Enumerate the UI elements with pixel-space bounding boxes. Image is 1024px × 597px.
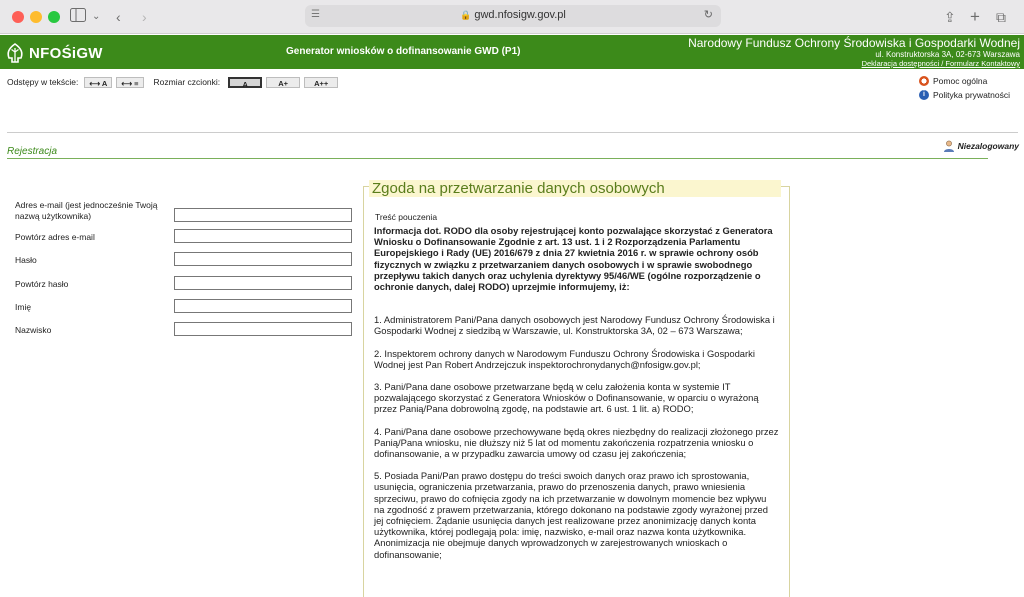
organization-address: ul. Konstruktorska 3A, 02-673 Warszawa <box>875 50 1020 59</box>
section-divider <box>7 158 988 159</box>
accessibility-toolbar <box>7 75 338 89</box>
contact-form-link[interactable]: Formularz Kontaktowy <box>945 59 1020 68</box>
privacy-policy-label: Polityka prywatności <box>933 90 1011 100</box>
font-size-label: Rozmiar czcionki: <box>153 77 221 87</box>
site-header <box>0 35 1024 69</box>
password-row <box>15 252 355 268</box>
general-help-link[interactable] <box>919 74 1010 88</box>
divider <box>7 132 1018 133</box>
password-repeat-label: Powtórz hasło <box>15 279 69 289</box>
user-status <box>943 140 1019 152</box>
logo-text: NFOŚiGW <box>29 44 103 62</box>
consent-subtitle: Treść pouczenia <box>375 212 438 222</box>
user-status-label: Niezalogowany <box>957 141 1019 151</box>
info-icon: i <box>919 90 929 100</box>
share-icon[interactable]: ⇪ <box>944 9 956 25</box>
font-size-normal-button[interactable]: A <box>228 77 262 88</box>
back-arrow-icon[interactable]: ‹ <box>116 9 121 25</box>
last-name-label: Nazwisko <box>15 325 52 335</box>
first-name-row <box>15 299 355 315</box>
consent-paragraph-2: 2. Inspektorem ochrony danych w Narodowym Funduszu Ochrony Środowiska i Gospodarki Wodnej jest Pan Robert Andrzejczuk inspektorochronydanych@nfosigw.gov.pl; <box>374 347 755 370</box>
tree-logo-icon <box>4 42 26 64</box>
consent-paragraph-1: 1. Administratorem Pani/Pana danych osobowych jest Narodowy Fundusz Ochrony Środowiska i Gospodarki Wodnej z siedzibą w Warszawie, ul. Konstruktorska 3A, 02 – 673 Warszawa; <box>374 314 775 337</box>
first-name-field[interactable] <box>174 299 352 313</box>
lifebuoy-icon <box>919 76 929 86</box>
email-label: Adres e-mail (jest jednocześnie Twoją nazwą użytkownika) <box>15 200 158 221</box>
email-field[interactable] <box>174 208 352 222</box>
consent-paragraph-5: 5. Posiada Pani/Pan prawo dostępu do treści swoich danych oraz prawo ich sprostowania, usunięcia, ograniczenia przetwarzania, prawo do przenoszenia danych, prawo wniesienia sprzeciwu, prawo do cofnięcia zgody na ich przetwarzanie w dowolnym momencie bez wpływu na zgodność z prawem przetwarzania, którego dokonano na podstawie zgody wyrażonej przed jej cofnięciem. Żądanie usunięcia danych jest realizowane przez anonimizację danych konta użytkownika, której podlegają pola: imię, nazwisko, e-mail oraz nazwa konta użytkownika. Anonimizacja nie obejmuje danych wprowadzonych w zarejestrowanych wnioskach o dofinansowanie; <box>374 470 768 560</box>
link-separator: / <box>939 59 946 68</box>
minimize-window-button[interactable] <box>30 11 42 23</box>
email-repeat-field[interactable] <box>174 229 352 243</box>
spacing-label: Odstępy w tekście: <box>7 77 79 87</box>
last-name-row <box>15 322 355 338</box>
tab-overview-icon[interactable]: ⧉ <box>996 9 1006 25</box>
email-repeat-label: Powtórz adres e-mail <box>15 232 95 242</box>
password-field[interactable] <box>174 252 352 266</box>
consent-paragraph-4: 4. Pani/Pana dane osobowe przechowywane będą okres niezbędny do realizacji złożonego przez Panią/Pana wniosku, nie dłuższy niż 5 lat od momentu zakończenia rozpatrzenia wniosku o dofinansowanie, a w przypadku zawarcia umowy od czasu jej zakończenia; <box>374 425 779 460</box>
email-repeat-row <box>15 229 355 245</box>
help-links <box>919 74 1010 102</box>
accessibility-link[interactable]: Deklaracja dostępności <box>861 59 940 68</box>
generator-title: Generator wniosków o dofinansowanie GWD (P1) <box>286 46 521 57</box>
lock-icon: 🔒 <box>460 10 472 20</box>
new-tab-icon[interactable]: + <box>970 7 980 26</box>
nfosigw-logo[interactable] <box>4 40 103 66</box>
section-title: Rejestracja <box>7 146 58 157</box>
privacy-policy-link[interactable] <box>919 88 1010 102</box>
password-repeat-row <box>15 276 355 292</box>
forward-arrow-icon[interactable]: › <box>142 9 147 25</box>
email-row <box>15 200 355 224</box>
font-size-large-button[interactable]: A+ <box>266 77 300 88</box>
sidebar-toggle-icon[interactable] <box>70 7 86 27</box>
chevron-down-icon[interactable]: ⌄ <box>92 11 101 22</box>
user-icon <box>943 140 955 152</box>
url-text: gwd.nfosigw.gov.pl <box>474 9 566 21</box>
password-label: Hasło <box>15 255 37 265</box>
close-window-button[interactable] <box>12 11 24 23</box>
zoom-window-button[interactable] <box>48 11 60 23</box>
browser-toolbar <box>0 0 1024 34</box>
site-settings-icon[interactable]: ☰ <box>311 9 320 20</box>
address-bar[interactable] <box>305 5 721 27</box>
line-spacing-button[interactable]: ⟷ ≡ <box>116 77 143 88</box>
consent-title: Zgoda na przetwarzanie danych osobowych <box>369 180 781 197</box>
last-name-field[interactable] <box>174 322 352 336</box>
consent-paragraph-3: 3. Pani/Pana dane osobowe przetwarzane będą w celu założenia konta w systemie IT pozwalającego skorzystać z Generatora Wniosków o Dofinansowanie, w oparciu o wyrażoną przez Panią/Pana dobrowolną zgodę, na podstawie art. 6 ust. 1 lit. a) RODO; <box>374 381 759 415</box>
organization-name: Narodowy Fundusz Ochrony Środowiska i Gospodarki Wodnej <box>688 36 1020 50</box>
general-help-label: Pomoc ogólna <box>933 76 988 86</box>
letter-spacing-button[interactable]: ⟷ A <box>84 77 112 88</box>
organization-info <box>688 37 1020 68</box>
first-name-label: Imię <box>15 302 32 312</box>
password-repeat-field[interactable] <box>174 276 352 290</box>
consent-intro: Informacja dot. RODO dla osoby rejestrującej konto pozwalające skorzystać z Generatora Wniosku o Dofinansowanie Zgodnie z art. 13 ust. 1 i 2 Rozporządzenia Parlamentu Europejskiego i Rady (UE) 2016/679 z dnia 27 kwietnia 2016 r. w sprawie ochrony osób fizycznych w związku z przetwarzaniem danych osobowych i w sprawie swobodnego przepływu takich danych oraz uchylenia dyrektywy 95/46/WE (ogólne rozporządzenie o ochronie danych, dalej RODO) uprzejmie informujemy, iż: <box>374 225 773 293</box>
reload-icon[interactable]: ↻ <box>703 9 713 21</box>
consent-text <box>374 225 779 571</box>
font-size-xlarge-button[interactable]: A++ <box>304 77 338 88</box>
